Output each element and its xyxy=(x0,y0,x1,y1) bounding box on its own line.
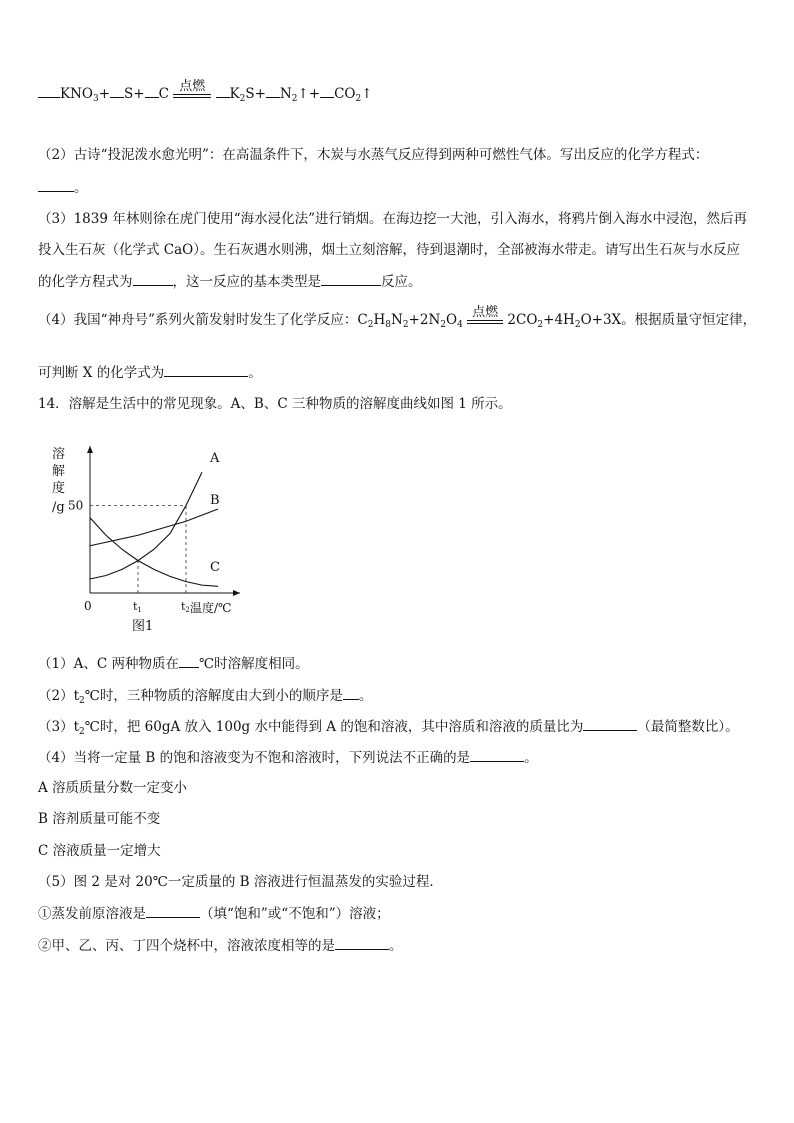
question-2-answer: 。 xyxy=(38,177,88,198)
option-a: A 溶质质量分数一定变小 xyxy=(38,780,188,796)
reaction-condition: 点燃 xyxy=(179,79,206,94)
chart-labels xyxy=(52,446,231,634)
y-axis-label-char: 度 xyxy=(52,481,66,496)
option-b: B 溶剂质量可能不变 xyxy=(38,811,161,827)
x-tick-label: t2 xyxy=(181,600,190,614)
curve-label-B: B xyxy=(210,493,220,508)
curve-B xyxy=(90,509,218,546)
question-2: （2）古诗“投泥泼水愈光明”：在高温条件下，木炭与水蒸气反应得到两种可燃性气体。写出反应的化学方程式： xyxy=(38,147,709,163)
question-4-line2: 可判断 X 的化学式为 。 xyxy=(38,362,262,383)
y-axis-arrow xyxy=(87,446,93,453)
question-3-line3: 的化学方程式为 ，这一反应的基本类型是 反应。 xyxy=(38,271,422,292)
curve-A xyxy=(90,472,202,579)
q14-sub5: （5）图 2 是对 20℃一定质量的 B 溶液进行恒温蒸发的实验过程． xyxy=(38,874,443,890)
curve-C xyxy=(90,518,218,587)
x-tick-label: t1 xyxy=(133,600,142,614)
x-axis-arrow xyxy=(233,590,240,596)
x-axis-label: 温度/℃ xyxy=(190,601,232,615)
question-14-stem: 14．溶解是生活中的常见现象。A、B、C 三种物质的溶解度曲线如图 1 所示。 xyxy=(38,396,512,412)
q14-sub5-2: ②甲、乙、丙、丁四个烧杯中，溶液浓度相等的是 。 xyxy=(38,935,403,956)
y-axis-label-char: 解 xyxy=(52,464,66,479)
question-3-line2: 投入生石灰（化学式 CaO）。生石灰遇水则沸，烟土立刻溶解，待到退潮时，全部被海水带走。请写出生石灰与水反应 xyxy=(38,242,740,258)
chart-curves xyxy=(90,472,218,586)
option-c: C 溶液质量一定增大 xyxy=(38,843,161,859)
q14-sub5-1: ①蒸发前原溶液是 （填“饱和”或“不饱和”）溶液； xyxy=(38,903,390,924)
reaction-condition-2: 点燃 xyxy=(472,305,499,320)
chart-guides xyxy=(90,506,186,594)
curve-label-A: A xyxy=(210,451,220,466)
q14-sub2: $(2)t_2℃$时，三种物质的溶解度由大到小的顺序是 。 xyxy=(38,685,372,711)
question-4: （4）我国“神舟号”系列火箭发射时发生了化学反应：$C_2H_8N_2+2N_2O_4$ 点燃 $2CO_2+4H_2O+3X$。根据质量守恒定律， xyxy=(38,305,757,330)
equation-1: $KNO_3+ S+ C$ 点燃 $K_2S+$ $N_2↑+$ $CO_2↑$ xyxy=(38,80,373,104)
q14-sub4: （4）当将一定量 B 的饱和溶液变为不饱和溶液时，下列说法不正确的是 。 xyxy=(38,747,538,768)
question-3-line1: （3）1839 年林则徐在虎门使用“海水浸化法”进行销烟。在海边挖一大池，引入海水，将鸦片倒入海水中浸泡，然后再 xyxy=(38,211,748,227)
q14-sub3: $(3)t_2℃$时，把 60gA 放入 100g 水中能得到 A 的饱和溶液，其中溶质和溶液的质量比为 （最简整数比）。 xyxy=(38,716,739,742)
figure-caption: 图1 xyxy=(132,619,154,634)
solubility-chart xyxy=(40,438,250,638)
curve-label-C: C xyxy=(210,560,220,575)
origin-label: 0 xyxy=(84,599,92,613)
y-axis-unit: /g xyxy=(52,500,65,515)
y-tick-label: 50 xyxy=(68,498,84,513)
q14-sub1: （1）A、C 两种物质在 ℃时溶解度相同。 xyxy=(38,653,309,674)
y-axis-label-char: 溶 xyxy=(52,447,66,462)
